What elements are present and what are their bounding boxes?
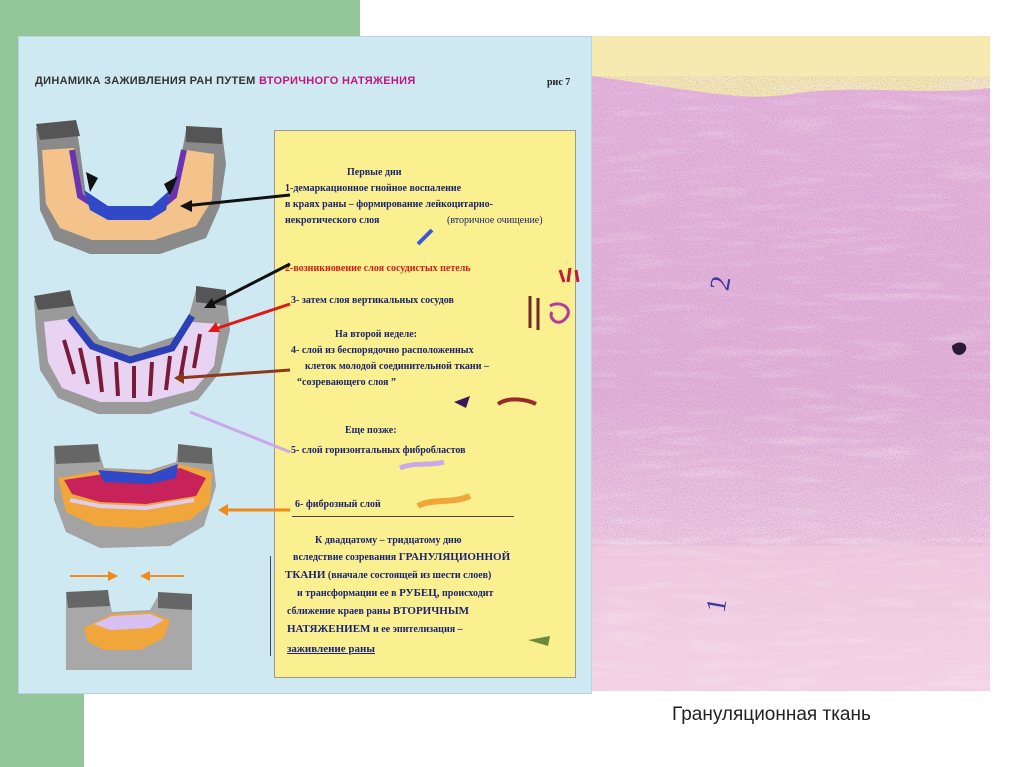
second-week-heading: На второй неделе:	[335, 329, 417, 340]
photo-caption: Грануляционная ткань	[672, 704, 871, 725]
photo-label-2: 2	[704, 273, 738, 293]
item6-text: 6- фиброзный слой	[295, 499, 381, 510]
wound-stage-3	[54, 444, 216, 548]
item1-line3: некротического слоя	[285, 215, 380, 226]
final-line4a: и трансформации ее в	[297, 588, 400, 599]
final-line6b: и ее эпителизация –	[370, 624, 463, 635]
final-line1: К двадцатому – тридцатому дню	[315, 535, 462, 546]
final-line7: заживление раны	[287, 643, 375, 655]
first-days-heading: Первые дни	[347, 167, 402, 178]
final-line5a: сближение краев раны	[287, 606, 393, 617]
final-line2b: ГРАНУЛЯЦИОННОЙ	[398, 551, 511, 563]
item1-line2: в краях раны – формирование лейкоцитарно-	[285, 199, 493, 210]
later-heading: Еще позже:	[345, 425, 397, 436]
final-line3b: (вначале состоящей из шести слоев)	[325, 570, 492, 581]
item1-note: (вторичное очищение)	[447, 215, 543, 226]
final-line4c: происходит	[439, 588, 494, 599]
photo-label-1: 1	[700, 595, 734, 615]
item4-line2: клеток молодой соединительной ткани –	[305, 361, 489, 372]
convergence-arrows	[70, 571, 184, 581]
legend-swatches	[400, 230, 578, 646]
item2-text: 2-возникновение слоя сосудистых петель	[285, 263, 471, 274]
wound-stage-4	[66, 590, 192, 670]
final-line6a: НАТЯЖЕНИЕМ	[287, 623, 371, 635]
final-line5b: ВТОРИЧНЫМ	[393, 605, 470, 617]
wound-stage-2	[34, 286, 230, 414]
final-line2a: вследствие созревания	[293, 552, 399, 563]
item5-text: 5- слой горизонтальных фибробластов	[291, 445, 466, 456]
final-line3a: ТКАНИ	[285, 569, 326, 581]
item4-line1: 4- слой из беспорядочно расположенных	[291, 345, 474, 356]
item3-text: 3- затем слоя вертикальных сосудов	[291, 295, 454, 306]
figure-label: рис 7	[547, 77, 571, 88]
final-line4b: РУБЕЦ,	[399, 587, 440, 599]
title-part1: ДИНАМИКА ЗАЖИВЛЕНИЯ РАН ПУТЕМ	[35, 75, 259, 87]
wound-stage-1	[36, 120, 226, 254]
item1-line1: 1-демаркационное гнойное воспаление	[285, 183, 462, 194]
histology-photo	[592, 36, 990, 691]
title-part2: ВТОРИЧНОГО НАТЯЖЕНИЯ	[258, 75, 416, 87]
item4-line3: “созревающего слоя ”	[297, 377, 396, 388]
